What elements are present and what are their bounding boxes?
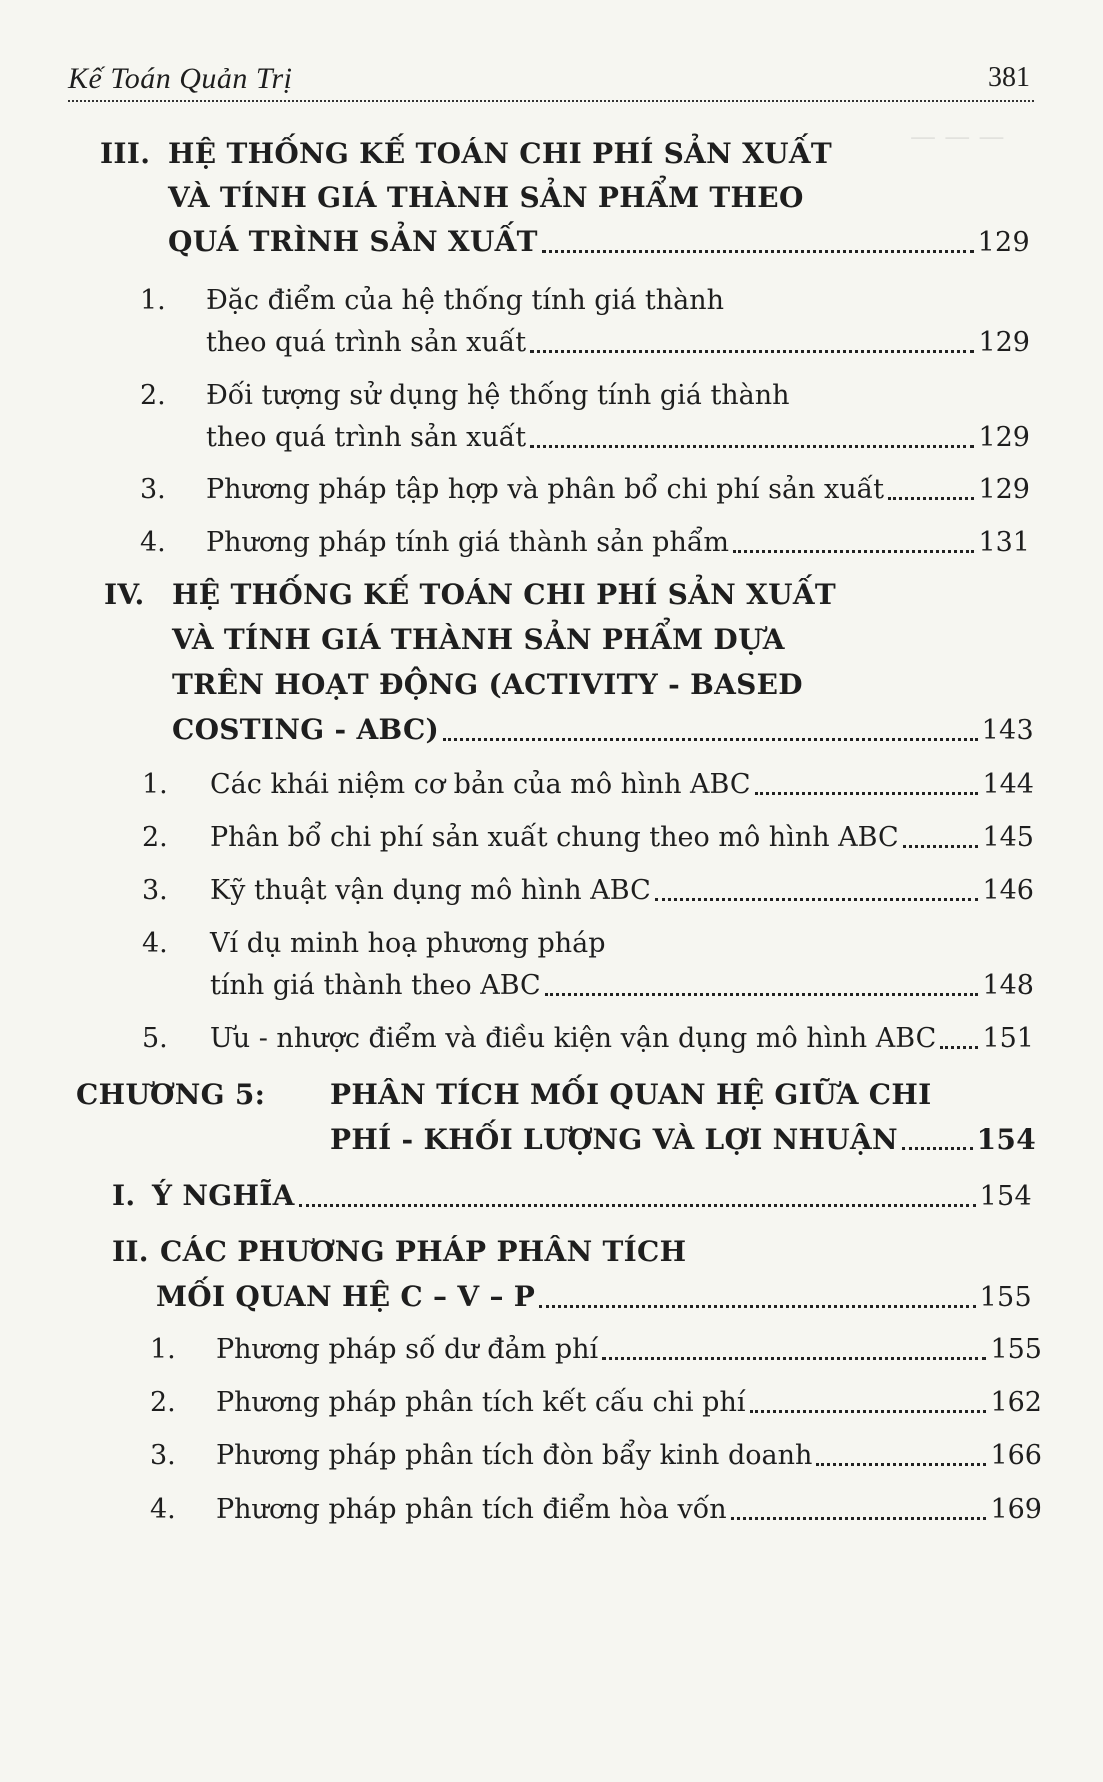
item-title-line: Phương pháp phân tích đòn bẩy kinh doanh bbox=[216, 1440, 813, 1471]
item-number: 1. bbox=[142, 769, 168, 800]
entry-page-number: 154 bbox=[979, 1181, 1032, 1212]
section-title-line: TRÊN HOẠT ĐỘNG (ACTIVITY - BASED bbox=[172, 668, 803, 701]
item-number: 2. bbox=[140, 380, 166, 411]
item-number: 3. bbox=[142, 875, 168, 906]
entry-page-number: 131 bbox=[978, 527, 1030, 558]
item-number: 2. bbox=[142, 822, 168, 853]
dot-leader bbox=[545, 992, 979, 996]
chapter-title-line: PHÍ - KHỐI LƯỢNG VÀ LỢI NHUẬN bbox=[330, 1123, 898, 1156]
toc-entry[interactable] bbox=[150, 1383, 1042, 1423]
item-title-line: Phương pháp tính giá thành sản phẩm bbox=[206, 527, 729, 558]
toc-entry[interactable] bbox=[150, 1490, 1042, 1530]
toc-entry[interactable] bbox=[142, 966, 1034, 1006]
item-title-line: Phương pháp tập hợp và phân bổ chi phí sản xuất bbox=[206, 474, 885, 505]
item-title-line: Đối tượng sử dụng hệ thống tính giá thành bbox=[206, 380, 790, 411]
item-title-line: Phương pháp số dư đảm phí bbox=[216, 1334, 599, 1365]
entry-page-number: 169 bbox=[990, 1494, 1042, 1525]
section-title-line: CÁC PHƯƠNG PHÁP PHÂN TÍCH bbox=[160, 1235, 687, 1268]
item-title-line: tính giá thành theo ABC bbox=[210, 970, 541, 1001]
dot-leader bbox=[816, 1462, 986, 1466]
item-number: 4. bbox=[140, 527, 166, 558]
dot-leader bbox=[903, 844, 979, 848]
entry-page-number: 162 bbox=[990, 1387, 1042, 1418]
toc-item bbox=[142, 924, 1034, 964]
toc-entry[interactable] bbox=[140, 470, 1030, 510]
item-number: 4. bbox=[142, 928, 168, 959]
bleed-through-text: — — — bbox=[910, 122, 1005, 152]
toc-entry[interactable] bbox=[76, 1120, 1036, 1160]
dot-leader bbox=[443, 737, 977, 741]
entry-page-number: 143 bbox=[981, 715, 1034, 746]
item-title-line: Các khái niệm cơ bản của mô hình ABC bbox=[210, 769, 751, 800]
toc-section-heading bbox=[112, 1232, 1032, 1272]
entry-page-number: 151 bbox=[982, 1023, 1034, 1054]
entry-page-number: 144 bbox=[982, 769, 1034, 800]
toc-section-heading bbox=[104, 620, 1034, 660]
book-title: Kế Toán Quản Trị bbox=[68, 62, 293, 95]
section-number: IV. bbox=[104, 578, 145, 611]
toc-entry[interactable] bbox=[140, 323, 1030, 363]
dot-leader bbox=[888, 496, 974, 500]
section-title-line: MỐI QUAN HỆ C – V – P bbox=[156, 1280, 536, 1313]
section-title-line: Ý NGHĨA bbox=[152, 1179, 295, 1212]
dot-leader bbox=[602, 1356, 986, 1360]
section-title-line: VÀ TÍNH GIÁ THÀNH SẢN PHẨM THEO bbox=[168, 181, 804, 214]
item-title-line: Kỹ thuật vận dụng mô hình ABC bbox=[210, 875, 651, 906]
entry-page-number: 155 bbox=[979, 1282, 1032, 1313]
entry-page-number: 129 bbox=[978, 422, 1030, 453]
entry-page-number: 146 bbox=[982, 875, 1034, 906]
toc-entry[interactable] bbox=[100, 222, 1030, 262]
entry-page-number: 129 bbox=[978, 474, 1030, 505]
page-number: 381 bbox=[988, 62, 1030, 93]
section-number: II. bbox=[112, 1235, 149, 1268]
section-title-line: HỆ THỐNG KẾ TOÁN CHI PHÍ SẢN XUẤT bbox=[172, 578, 837, 611]
entry-page-number: 129 bbox=[977, 227, 1030, 258]
chapter-title-line: PHÂN TÍCH MỐI QUAN HỆ GIỮA CHI bbox=[330, 1078, 932, 1111]
item-title-line: theo quá trình sản xuất bbox=[206, 422, 527, 453]
item-number: 3. bbox=[140, 474, 166, 505]
item-title-line: Ưu - nhược điểm và điều kiện vận dụng mô hình ABC bbox=[210, 1023, 937, 1054]
toc-section-heading bbox=[104, 665, 1034, 705]
dot-leader bbox=[655, 897, 979, 901]
toc-entry[interactable] bbox=[142, 818, 1034, 858]
item-number: 5. bbox=[142, 1023, 168, 1054]
chapter-label: CHƯƠNG 5: bbox=[76, 1078, 266, 1111]
toc-chapter-heading bbox=[76, 1075, 1036, 1115]
toc-section-heading bbox=[100, 134, 1030, 174]
toc-item bbox=[140, 376, 1030, 416]
toc-section-heading bbox=[104, 575, 1034, 615]
dot-leader bbox=[299, 1203, 976, 1207]
toc-entry[interactable] bbox=[142, 1019, 1034, 1059]
dot-leader bbox=[733, 549, 974, 553]
item-title-line: Phương pháp phân tích kết cấu chi phí bbox=[216, 1387, 746, 1418]
dot-leader bbox=[940, 1045, 978, 1049]
dot-leader bbox=[542, 249, 974, 253]
item-title-line: theo quá trình sản xuất bbox=[206, 327, 527, 358]
item-title-line: Ví dụ minh hoạ phương pháp bbox=[210, 928, 606, 959]
item-number: 3. bbox=[150, 1440, 176, 1471]
item-number: 2. bbox=[150, 1387, 176, 1418]
toc-entry[interactable] bbox=[140, 418, 1030, 458]
toc-entry[interactable] bbox=[150, 1330, 1042, 1370]
dot-leader bbox=[530, 444, 974, 448]
section-title-line: HỆ THỐNG KẾ TOÁN CHI PHÍ SẢN XUẤT bbox=[168, 137, 833, 170]
dot-leader bbox=[731, 1516, 987, 1520]
toc-entry[interactable] bbox=[112, 1176, 1032, 1216]
toc-item bbox=[140, 281, 1030, 321]
toc-entry[interactable] bbox=[142, 765, 1034, 805]
toc-entry[interactable] bbox=[112, 1277, 1032, 1317]
dot-leader bbox=[750, 1409, 987, 1413]
item-title-line: Phương pháp phân tích điểm hòa vốn bbox=[216, 1494, 727, 1525]
dot-leader bbox=[539, 1304, 975, 1308]
toc-entry[interactable] bbox=[142, 871, 1034, 911]
toc-entry[interactable] bbox=[140, 523, 1030, 563]
dot-leader bbox=[530, 349, 974, 353]
entry-page-number: 148 bbox=[982, 970, 1034, 1001]
section-number: III. bbox=[100, 137, 151, 170]
section-number: I. bbox=[112, 1179, 136, 1212]
item-number: 1. bbox=[150, 1334, 176, 1365]
section-title-line: COSTING - ABC) bbox=[172, 713, 440, 746]
toc-entry[interactable] bbox=[104, 710, 1034, 750]
item-number: 4. bbox=[150, 1494, 176, 1525]
entry-page-number: 129 bbox=[978, 327, 1030, 358]
entry-page-number: 155 bbox=[990, 1334, 1042, 1365]
dot-leader bbox=[755, 791, 979, 795]
item-title-line: Phân bổ chi phí sản xuất chung theo mô hình ABC bbox=[210, 822, 899, 853]
running-header bbox=[68, 62, 1034, 102]
toc-section-heading bbox=[100, 178, 1030, 218]
item-title-line: Đặc điểm của hệ thống tính giá thành bbox=[206, 285, 725, 316]
section-title-line: QUÁ TRÌNH SẢN XUẤT bbox=[168, 225, 538, 258]
entry-page-number: 154 bbox=[976, 1123, 1036, 1156]
entry-page-number: 166 bbox=[990, 1440, 1042, 1471]
section-title-line: VÀ TÍNH GIÁ THÀNH SẢN PHẨM DỰA bbox=[172, 623, 785, 656]
dot-leader bbox=[902, 1146, 973, 1150]
entry-page-number: 145 bbox=[982, 822, 1034, 853]
toc-entry[interactable] bbox=[150, 1436, 1042, 1476]
item-number: 1. bbox=[140, 285, 166, 316]
